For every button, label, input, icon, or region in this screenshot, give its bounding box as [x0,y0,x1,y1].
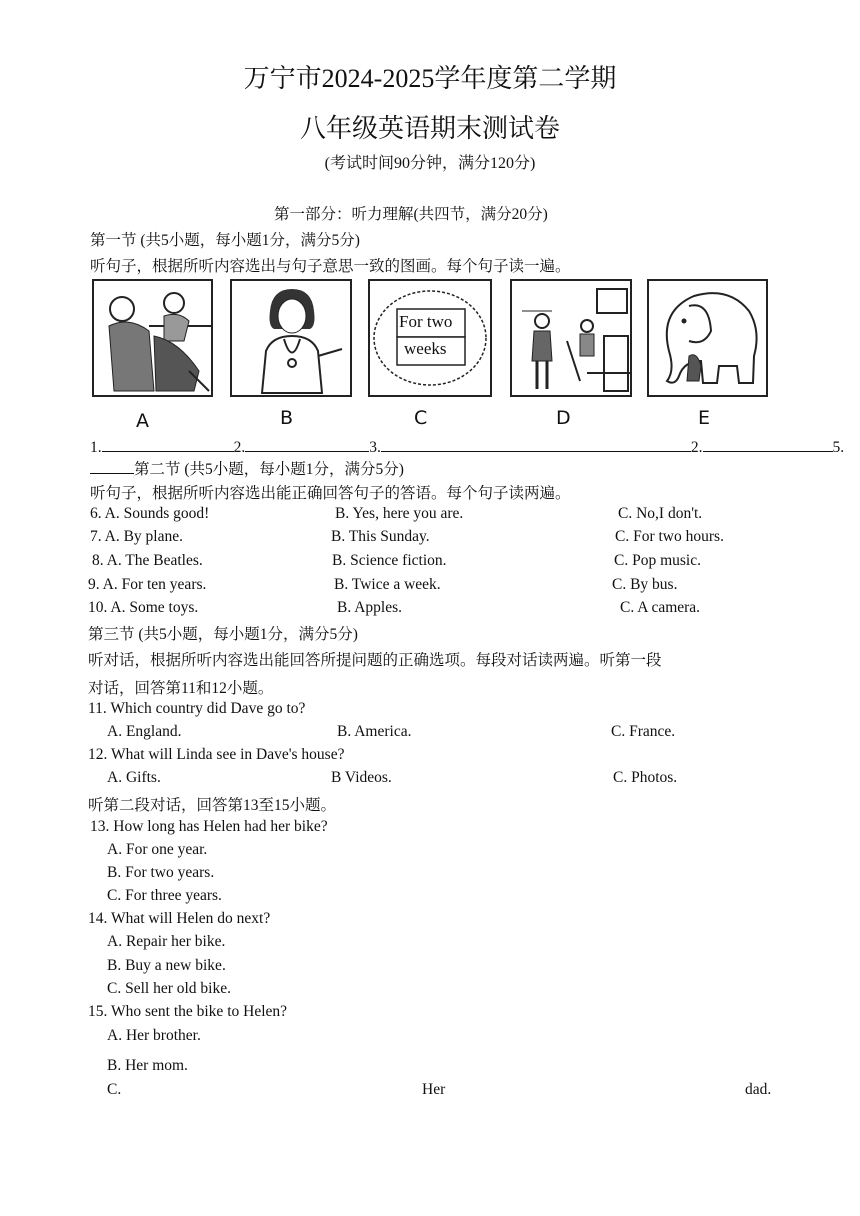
doctor-icon [232,281,350,395]
answer-number-1: 1. [90,439,102,456]
picture-c-label: C [414,407,428,429]
q11-option-b[interactable]: B. America. [337,723,412,740]
q15-option-b[interactable]: B. Her mom. [107,1057,188,1074]
exam-subtitle: 八年级英语期末测试卷 [299,114,560,143]
q8-option-c[interactable]: C. Pop music. [614,552,701,569]
picture-c-text-line1: For two [399,312,453,331]
q15-option-c-word1[interactable]: Her [422,1081,446,1098]
q13-stem: 13. How long has Helen had her bike? [90,818,328,835]
picture-d-image [510,279,632,397]
q14-stem: 14. What will Helen do next? [88,910,271,927]
q11-option-c[interactable]: C. France. [611,723,676,740]
picture-c-text-line2: weeks [404,339,447,358]
q7-option-c[interactable]: C. For two hours. [615,528,724,545]
dialog2-instruction: 听第二段对话，回答第13至15小题。 [88,797,337,814]
elephant-icon [649,281,766,395]
answer-number-2: 2. [233,439,246,456]
exam-title: 万宁市2024-2025学年度第二学期 [243,64,617,93]
section2-instruction: 听句子，根据所听内容选出能正确回答句子的答语。每个句子读两遍。 [90,485,571,502]
q9-option-b[interactable]: B. Twice a week. [334,576,441,593]
q12-stem: 12. What will Linda see in Dave's house? [88,746,345,763]
answer-blank-2[interactable] [245,436,369,452]
q13-option-a[interactable]: A. For one year. [107,841,208,858]
q9-option-c[interactable]: C. By bus. [612,576,678,593]
family-dinner-icon [94,281,211,395]
section3-heading: 第三节 (共5小题，每小题1分，满分5分) [88,626,358,643]
answer-blank-3[interactable] [381,436,533,452]
picture-d-label: D [556,407,571,429]
answer-number-4: 2. [690,439,703,456]
q12-option-a[interactable]: A. Gifts. [107,769,161,786]
picture-c-image [368,279,492,397]
section1-instruction: 听句子，根据所听内容选出与句子意思一致的图画。每个句子读一遍。 [90,258,571,275]
section3-instruction-line1: 听对话，根据所听内容选出能回答所提问题的正确选项。每段对话读两遍。听第一段 [88,652,662,669]
q10-option-a[interactable]: 10. A. Some toys. [88,599,199,616]
q7-option-b[interactable]: B. This Sunday. [331,528,430,545]
answer-blank-5[interactable] [703,436,833,452]
q9-option-a[interactable]: 9. A. For ten years. [88,576,207,593]
picture-b-label: B [280,407,294,429]
q10-option-c[interactable]: C. A camera. [620,599,701,616]
q6-option-a[interactable]: 6. A. Sounds good! [90,505,210,522]
q12-option-c[interactable]: C. Photos. [613,769,678,786]
q11-option-a[interactable]: A. England. [107,723,182,740]
picture-a-image [92,279,213,397]
section2-heading-line [90,457,404,479]
q12-option-b[interactable]: B Videos. [331,769,392,786]
calendar-badge-icon [370,281,490,395]
cleaning-room-icon [512,281,630,395]
q6-option-b[interactable]: B. Yes, here you are. [335,505,464,522]
picture-b-image [230,279,352,397]
section2-heading: 第二节 (共5小题，每小题1分，满分5分) [134,461,404,478]
section3-instruction-line2: 对话，回答第11和12小题。 [88,680,274,697]
part1-heading: 第一部分：听力理解(共四节，满分20分) [274,206,548,223]
q8-option-b[interactable]: B. Science fiction. [332,552,447,569]
answer-blank-1[interactable] [102,436,234,452]
q14-option-b[interactable]: B. Buy a new bike. [107,957,226,974]
q10-option-b[interactable]: B. Apples. [337,599,403,616]
q15-stem: 15. Who sent the bike to Helen? [88,1003,288,1020]
q14-option-c[interactable]: C. Sell her old bike. [107,980,231,997]
exam-info: (考试时间90分钟，满分120分) [324,155,536,172]
q8-option-a[interactable]: 8. A. The Beatles. [92,552,203,569]
q6-option-c[interactable]: C. No,I don't. [618,505,703,522]
q13-option-b[interactable]: B. For two years. [107,864,215,881]
q15-option-c-letter[interactable]: C. [107,1081,122,1098]
q13-option-c[interactable]: C. For three years. [107,887,222,904]
answer-blanks-line [90,436,844,457]
picture-a-label: A [136,410,149,432]
answer-number-3: 3. [369,439,381,456]
q15-option-a[interactable]: A. Her brother. [107,1027,201,1044]
q7-option-a[interactable]: 7. A. By plane. [90,528,183,545]
picture-e-image [647,279,768,397]
section1-heading: 第一节 (共5小题，每小题1分，满分5分) [90,232,360,249]
picture-e-label: E [698,407,711,429]
q14-option-a[interactable]: A. Repair her bike. [107,933,226,950]
answer-number-5: 5. [832,439,845,456]
answer-blank-4[interactable] [533,436,691,452]
q11-stem: 11. Which country did Dave go to? [88,700,306,717]
q15-option-c-word2[interactable]: dad. [745,1081,772,1098]
answer-blank-6[interactable] [90,458,134,474]
